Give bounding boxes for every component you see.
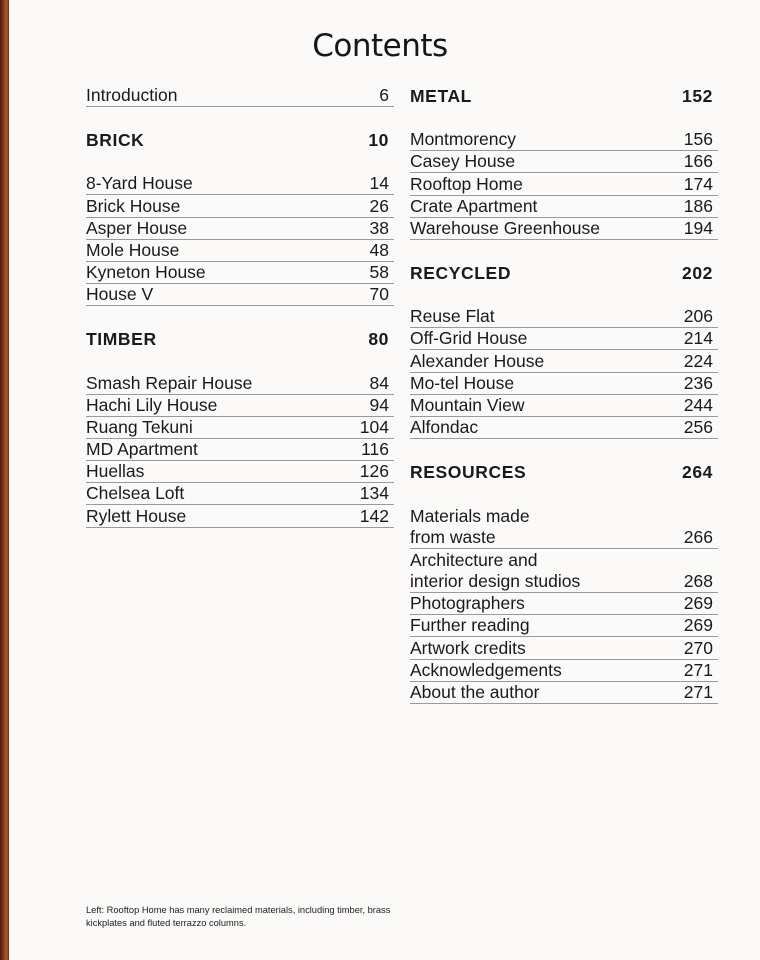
toc-entry[interactable]: [410, 682, 718, 704]
toc-entry[interactable]: [410, 395, 718, 417]
entry-title: Ruang Tekuni: [86, 416, 193, 437]
toc-entry[interactable]: [410, 660, 718, 682]
toc-entry[interactable]: [86, 195, 394, 217]
entry-title: Alfondac: [410, 417, 479, 438]
entry-title: Artwork credits: [410, 637, 526, 658]
toc-entry[interactable]: [86, 240, 394, 262]
toc-entry[interactable]: [410, 306, 718, 328]
entry-title: Mountain View: [410, 394, 525, 415]
toc-entry[interactable]: [410, 417, 718, 439]
entry-title: Hachi Lily House: [86, 394, 218, 415]
entry-title: Brick House: [86, 195, 181, 216]
section-heading-recycled[interactable]: [410, 262, 718, 284]
page-title: Contents: [312, 28, 448, 64]
toc-entry[interactable]: [86, 284, 394, 306]
toc-entry[interactable]: [410, 593, 718, 615]
toc-entry[interactable]: [410, 505, 718, 549]
photo-caption: Left: Rooftop Home has many reclaimed materials, including timber, brass kickplates and fluted terrazzo columns.: [86, 905, 391, 928]
entry-page: 214: [683, 328, 713, 349]
entry-page: 256: [683, 417, 713, 438]
section-page: 80: [368, 329, 389, 350]
entry-page: 26: [369, 195, 389, 216]
toc-entry[interactable]: [86, 173, 394, 195]
toc-entry[interactable]: [86, 439, 394, 461]
toc-entry[interactable]: [410, 637, 718, 659]
entry-title: Chelsea Loft: [86, 483, 185, 504]
toc-entry[interactable]: [86, 483, 394, 505]
section-page: 10: [368, 130, 389, 151]
entry-page: 206: [683, 306, 713, 327]
entry-page: 104: [359, 416, 389, 437]
entry-title: Reuse Flat: [410, 306, 495, 327]
toc-entry[interactable]: [86, 395, 394, 417]
entry-page: 126: [359, 461, 389, 482]
entry-page: 266: [683, 527, 713, 548]
entry-page: 58: [369, 262, 389, 283]
entry-title: Asper House: [86, 217, 188, 238]
toc-entry[interactable]: [410, 129, 718, 151]
book-spine-edge: [0, 0, 9, 960]
entry-title: House V: [86, 284, 154, 305]
entry-page: 142: [359, 505, 389, 526]
toc-entry-introduction[interactable]: [86, 85, 394, 107]
section-heading-brick[interactable]: [86, 129, 394, 151]
section-heading-metal[interactable]: [410, 85, 718, 107]
entry-page: 271: [683, 682, 713, 702]
entry-title: Mo-tel House: [410, 372, 515, 393]
toc-entry[interactable]: [410, 615, 718, 637]
entry-page: 166: [683, 151, 713, 172]
entry-page: 224: [683, 350, 713, 371]
entry-title: Introduction: [86, 85, 178, 106]
entry-page: 194: [683, 217, 713, 238]
toc-entry[interactable]: [410, 173, 718, 195]
entry-title: Photographers: [410, 593, 525, 614]
entry-page: 269: [683, 615, 713, 636]
toc-entry[interactable]: [86, 262, 394, 284]
entry-page: 134: [359, 483, 389, 504]
section-name: RECYCLED: [410, 262, 512, 283]
entry-title: Casey House: [410, 151, 516, 172]
section-name: TIMBER: [86, 329, 157, 350]
section-page: 152: [682, 86, 713, 106]
entry-page: 236: [683, 372, 713, 393]
entry-page: 6: [379, 85, 389, 106]
section-name: METAL: [410, 86, 472, 106]
toc-right-column: [410, 85, 718, 704]
entry-title: Acknowledgements: [410, 659, 562, 680]
toc-left-column: [86, 85, 394, 528]
section-name: BRICK: [86, 130, 145, 151]
entry-page: 268: [683, 571, 713, 592]
entry-title: About the author: [410, 682, 540, 702]
toc-entry[interactable]: [410, 549, 718, 593]
section-page: 202: [682, 262, 713, 283]
toc-entry[interactable]: [86, 461, 394, 483]
entry-title: Montmorency: [410, 129, 517, 150]
entry-page: 269: [683, 593, 713, 614]
entry-title: Warehouse Greenhouse: [410, 217, 601, 238]
entry-title: Further reading: [410, 615, 530, 636]
entry-page: 271: [683, 659, 713, 680]
entry-page: 156: [683, 129, 713, 150]
toc-entry[interactable]: [410, 373, 718, 395]
entry-page: 84: [369, 372, 389, 393]
entry-title: Off-Grid House: [410, 328, 528, 349]
entry-title: Rooftop Home: [410, 173, 523, 194]
entry-title: Alexander House: [410, 350, 545, 371]
entry-title: Smash Repair House: [86, 372, 253, 393]
toc-entry[interactable]: [410, 328, 718, 350]
entry-title: Architecture and interior design studios: [410, 550, 581, 592]
toc-entry[interactable]: [410, 218, 718, 240]
entry-title: Materials made from waste: [410, 506, 530, 548]
entry-page: 244: [683, 394, 713, 415]
section-heading-resources[interactable]: [410, 461, 718, 483]
entry-page: 14: [369, 173, 389, 194]
toc-entry[interactable]: [410, 350, 718, 372]
entry-title: MD Apartment: [86, 439, 198, 460]
section-name: RESOURCES: [410, 462, 527, 483]
entry-title: Kyneton House: [86, 262, 206, 283]
entry-page: 70: [369, 284, 389, 305]
entry-title: Huellas: [86, 461, 145, 482]
entry-page: 38: [369, 217, 389, 238]
entry-title: 8-Yard House: [86, 173, 193, 194]
toc-entry[interactable]: [86, 372, 394, 394]
toc-entry[interactable]: [86, 505, 394, 527]
entry-page: 48: [369, 239, 389, 260]
entry-page: 270: [683, 637, 713, 658]
entry-page: 94: [369, 394, 389, 415]
entry-page: 116: [361, 439, 389, 460]
section-heading-timber[interactable]: [86, 328, 394, 350]
entry-page: 186: [683, 195, 713, 216]
entry-title: Mole House: [86, 239, 180, 260]
entry-title: Crate Apartment: [410, 195, 538, 216]
entry-page: 174: [683, 173, 713, 194]
toc-entry[interactable]: [86, 417, 394, 439]
section-page: 264: [682, 462, 713, 483]
entry-title: Rylett House: [86, 505, 187, 526]
toc-entry[interactable]: [410, 196, 718, 218]
toc-entry[interactable]: [410, 151, 718, 173]
toc-entry[interactable]: [86, 218, 394, 240]
